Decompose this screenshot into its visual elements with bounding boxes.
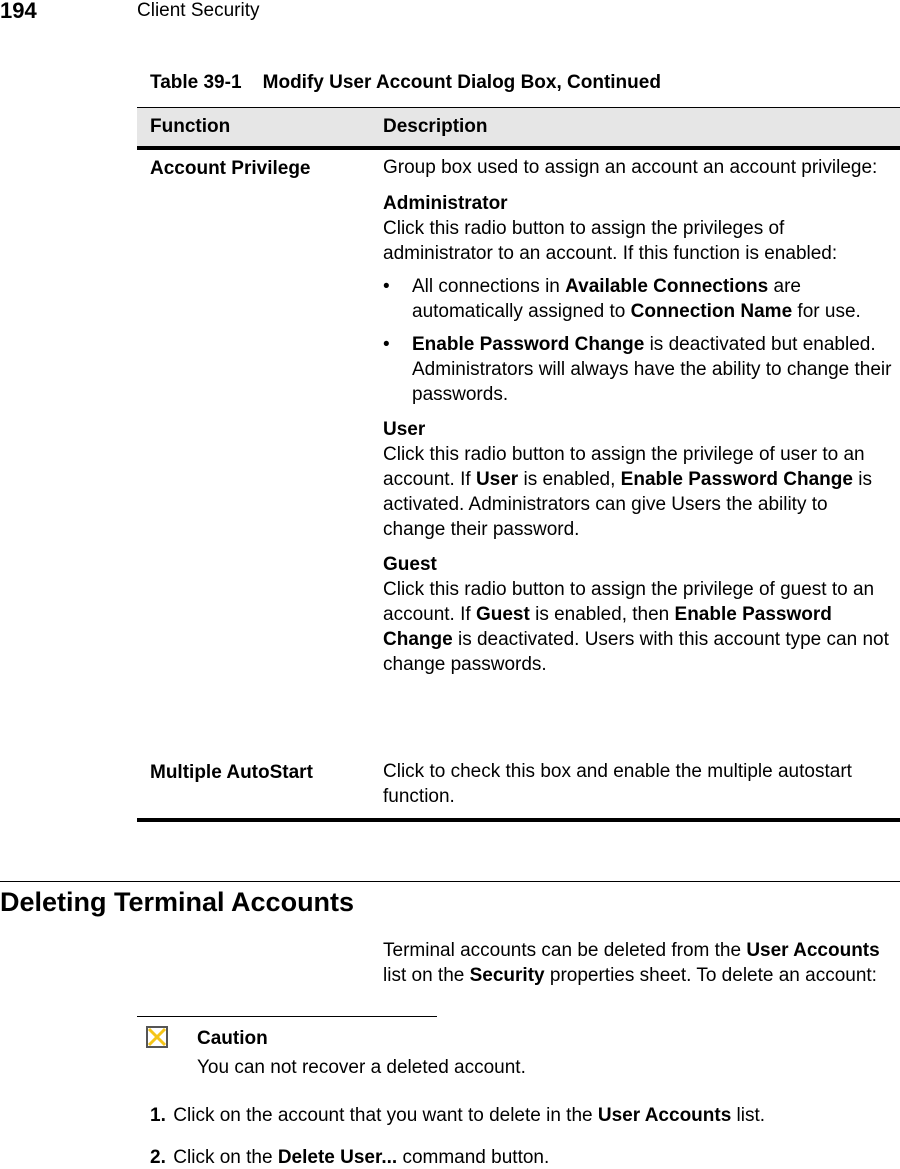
step-number: 1. [150, 1105, 166, 1126]
option-text: Click this radio button to assign the privileges of administrator to an account. If this function is enabled: [383, 218, 838, 264]
table-bottom-rule [137, 818, 900, 822]
option-name: Guest [383, 554, 437, 575]
row-account-privilege-description [383, 155, 893, 687]
option-name: Administrator [383, 193, 508, 214]
table-header-rule [137, 146, 900, 150]
row-multiple-autostart-description: Click to check this box and enable the multiple autostart function. [383, 761, 852, 807]
step-number: 2. [150, 1147, 166, 1168]
option-text: Click this radio button to assign the privilege of guest to an account. If Guest is enabled, then Enable Password Change is deactivated. Users with this account type can not change passwords. [383, 579, 889, 675]
option-name: User [383, 419, 426, 440]
option-text: Click this radio button to assign the privilege of user to an account. If User is enabled, Enable Password Change is activated. Administrators can give Users the ability to change their password. [383, 444, 872, 540]
row-account-privilege-function: Account Privilege [150, 158, 311, 179]
section-rule [0, 881, 900, 882]
option-user [383, 417, 893, 542]
option-administrator [383, 191, 893, 407]
bullet-item: • All connections in Available Connections are automatically assigned to Connection Name for use. [383, 276, 861, 322]
caution-icon [146, 1026, 168, 1048]
column-header-function: Function [150, 116, 231, 137]
caution-rule [137, 1016, 437, 1017]
section-title: Deleting Terminal Accounts [0, 887, 355, 917]
caution-text: You can not recover a deleted account. [197, 1057, 526, 1078]
account-privilege-intro: Group box used to assign an account an account privilege: [383, 157, 878, 178]
table-caption: Table 39-1 Modify User Account Dialog Box, Continued [150, 72, 661, 93]
running-title: Client Security [137, 0, 260, 21]
table-header [137, 108, 900, 146]
bullet-icon: • [383, 276, 390, 297]
bullet-item: • Enable Password Change is deactivated but enabled. Administrators will always have the ability to change their passwords. [383, 334, 892, 405]
option-guest [383, 552, 893, 677]
column-header-description: Description [383, 116, 488, 137]
caution-title: Caution [197, 1028, 268, 1049]
step-item: 2. Click on the Delete User... command button. [150, 1147, 550, 1168]
step-item: 1. Click on the account that you want to delete in the User Accounts list. [150, 1105, 766, 1126]
administrator-bullets [383, 274, 893, 407]
row-multiple-autostart-function: Multiple AutoStart [150, 762, 313, 783]
page-number: 194 [0, 0, 37, 23]
bullet-icon: • [383, 334, 390, 355]
section-intro: Terminal accounts can be deleted from the User Accounts list on the Security properties sheet. To delete an account: [383, 940, 880, 986]
